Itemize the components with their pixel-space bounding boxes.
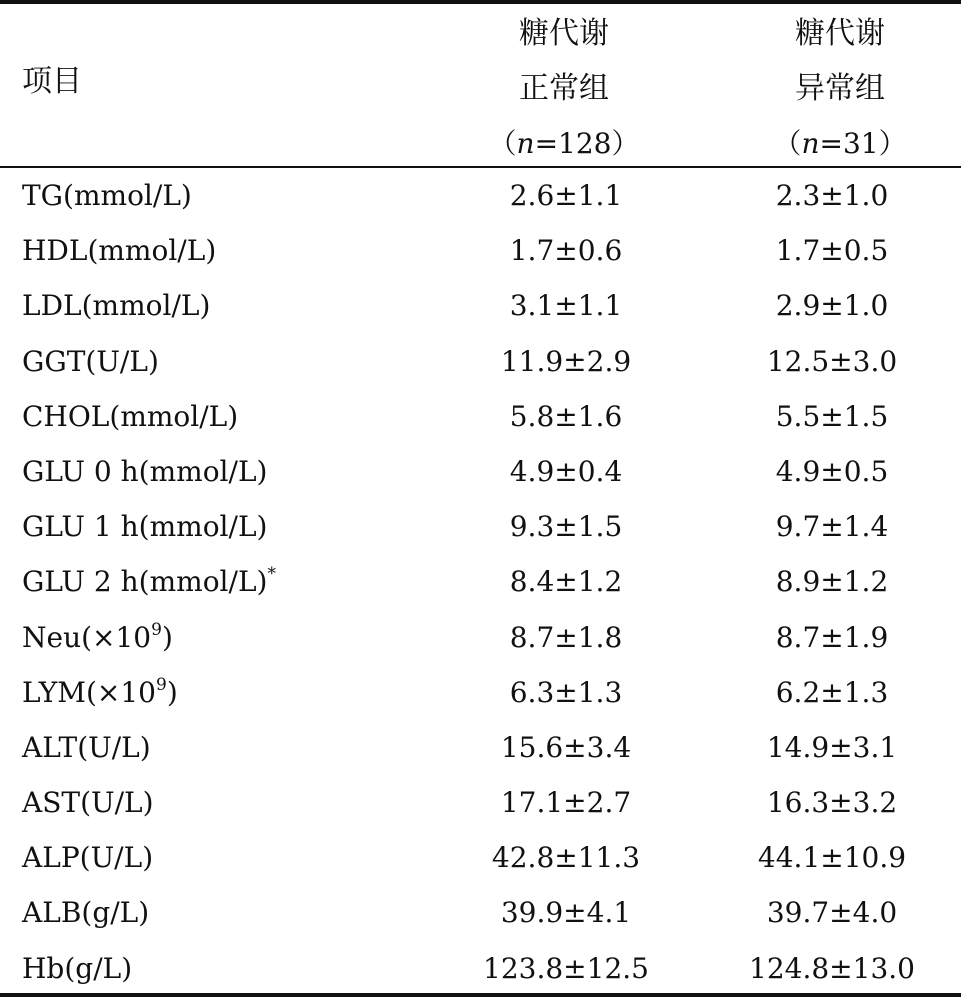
table-row: [0, 334, 961, 389]
exponent: 9: [155, 674, 167, 695]
table-row: [0, 885, 961, 940]
header-normal-count: [454, 116, 674, 171]
row-abnormal-value: 44.1±10.9: [757, 841, 907, 875]
table-header: [0, 0, 961, 166]
row-item: [22, 499, 267, 554]
row-item-text: Neu(×10: [22, 620, 152, 654]
row-item: [22, 223, 216, 278]
table-row: [0, 444, 961, 499]
row-item-text: CHOL(mmol/L): [22, 399, 239, 433]
table-row: [0, 941, 961, 996]
row-item: [22, 941, 132, 996]
row-item-text: GLU 0 h(mmol/L): [22, 454, 268, 488]
row-item-close: ): [166, 675, 178, 709]
row-abnormal-value: 2.3±1.0: [775, 179, 889, 212]
row-abnormal-value: 5.5±1.5: [775, 399, 889, 433]
header-normal-count-rest: =128）: [534, 127, 640, 160]
row-abnormal-value: 4.9±0.5: [775, 454, 889, 488]
header-abnormal-group: [730, 6, 950, 171]
row-item: [22, 444, 267, 499]
row-abnormal-value: 39.7±4.0: [766, 896, 898, 930]
row-normal-value: 2.6±1.1: [509, 179, 623, 212]
table-row: [0, 665, 961, 720]
header-abnormal-line2: 异常组: [795, 71, 885, 106]
row-item-text: ALB(g/L): [22, 896, 150, 930]
row-item: [22, 775, 154, 830]
header-abnormal-count-open: （: [773, 127, 802, 160]
row-item: [22, 168, 192, 223]
row-item-text: GLU 2 h(mmol/L): [22, 565, 268, 599]
row-abnormal-value: 9.7±1.4: [775, 510, 889, 544]
row-normal-value: 15.6±3.4: [500, 730, 632, 764]
table-bottom-rule: [0, 993, 961, 997]
header-item-label: 项目: [22, 64, 82, 99]
header-normal-count-open: （: [488, 127, 517, 160]
row-item: [22, 830, 153, 885]
row-item: [22, 389, 238, 444]
table-row: [0, 278, 961, 333]
header-normal-line2: 正常组: [519, 71, 609, 106]
row-abnormal-value: 1.7±0.5: [775, 234, 889, 268]
table-row: [0, 389, 961, 444]
table-row: [0, 554, 961, 609]
table-row: [0, 775, 961, 830]
row-item: [22, 665, 178, 720]
row-item: [22, 278, 210, 333]
row-item: [22, 334, 159, 389]
row-item: [22, 720, 151, 775]
row-abnormal-value: 6.2±1.3: [775, 675, 889, 709]
header-normal-count-n: n: [516, 127, 535, 160]
header-abnormal-count: [730, 116, 950, 171]
row-abnormal-value: 8.9±1.2: [775, 565, 889, 599]
header-normal-line1: 糖代谢: [519, 16, 609, 51]
row-normal-value: 1.7±0.6: [509, 234, 623, 268]
row-normal-value: 42.8±11.3: [491, 841, 641, 875]
row-normal-value: 4.9±0.4: [509, 454, 623, 488]
table-row: [0, 830, 961, 885]
row-abnormal-value: 8.7±1.9: [775, 620, 889, 654]
exponent: 9: [151, 619, 162, 640]
significance-marker: *: [267, 564, 276, 585]
row-item-text: ALT(U/L): [22, 730, 151, 764]
row-item-text: GLU 1 h(mmol/L): [22, 510, 268, 544]
row-normal-value: 6.3±1.3: [509, 675, 623, 709]
row-abnormal-value: 124.8±13.0: [749, 951, 915, 985]
table-row: [0, 168, 961, 223]
row-item-text: LDL(mmol/L): [22, 289, 211, 323]
table-row: [0, 720, 961, 775]
row-abnormal-value: 12.5±3.0: [766, 344, 898, 378]
table-row: [0, 610, 961, 665]
header-normal-group: [454, 6, 674, 171]
header-abnormal-count-rest: =31）: [819, 127, 907, 160]
row-normal-value: 5.8±1.6: [509, 399, 623, 433]
row-abnormal-value: 14.9±3.1: [766, 730, 898, 764]
table-row: [0, 223, 961, 278]
row-normal-value: 9.3±1.5: [509, 510, 623, 544]
table-body: [0, 168, 961, 996]
row-item: [22, 554, 276, 609]
row-item-text: LYM(×10: [22, 675, 156, 709]
row-item-text: Hb(g/L): [22, 951, 133, 985]
row-item-text: AST(U/L): [22, 786, 154, 820]
row-normal-value: 17.1±2.7: [500, 786, 632, 820]
table-row: [0, 499, 961, 554]
row-item-text: ALP(U/L): [22, 841, 154, 875]
row-normal-value: 123.8±12.5: [483, 951, 649, 985]
row-abnormal-value: 16.3±3.2: [766, 786, 898, 820]
row-normal-value: 11.9±2.9: [500, 344, 632, 378]
row-item: [22, 885, 149, 940]
row-normal-value: 39.9±4.1: [500, 896, 632, 930]
row-item: [22, 610, 173, 665]
row-item-text: HDL(mmol/L): [22, 234, 217, 268]
header-abnormal-line1: 糖代谢: [795, 16, 885, 51]
row-normal-value: 8.4±1.2: [509, 565, 623, 599]
row-item-close: ): [161, 620, 173, 654]
row-item-text: TG(mmol/L): [22, 179, 192, 212]
row-normal-value: 3.1±1.1: [509, 289, 623, 323]
row-normal-value: 8.7±1.8: [509, 620, 623, 654]
header-abnormal-count-n: n: [801, 127, 820, 160]
row-abnormal-value: 2.9±1.0: [775, 289, 889, 323]
row-item-text: GGT(U/L): [22, 344, 159, 378]
